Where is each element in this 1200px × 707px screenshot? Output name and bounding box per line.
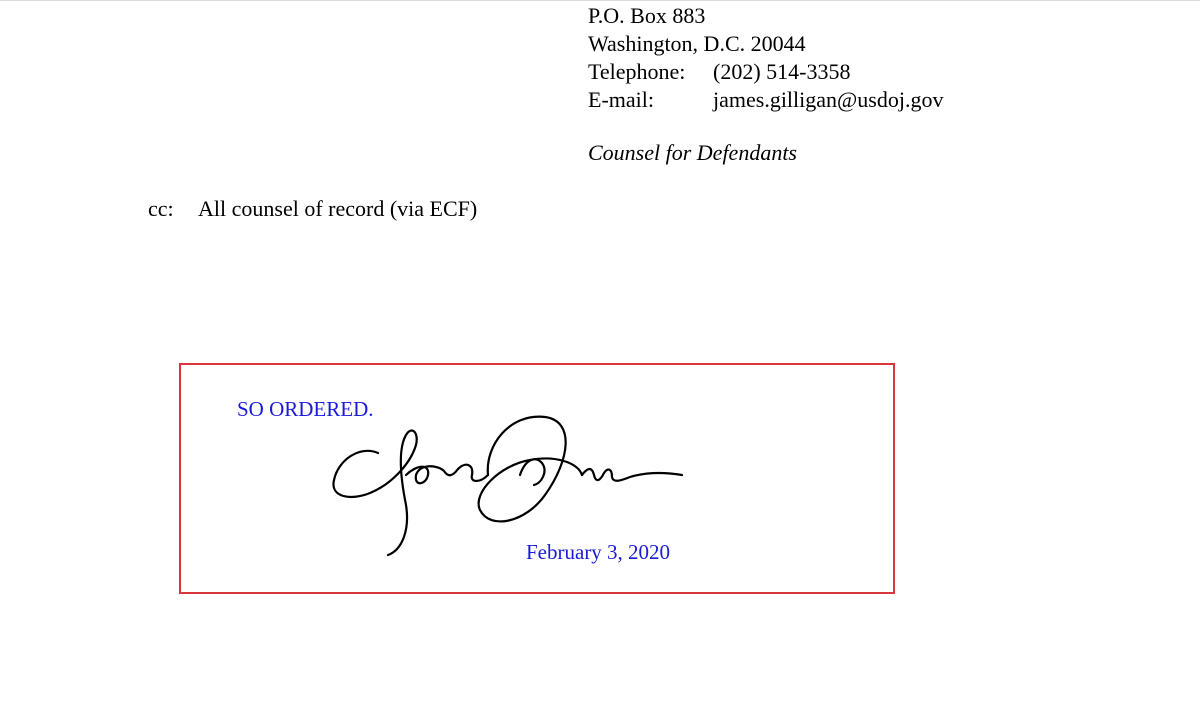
- address-line-1: P.O. Box 883: [588, 3, 706, 28]
- so-ordered-heading: SO ORDERED.: [237, 397, 374, 421]
- cc-line: [148, 196, 477, 222]
- attorney-signature-block: [588, 2, 943, 114]
- order-date: February 3, 2020: [526, 540, 671, 564]
- telephone-label: Telephone:: [588, 59, 686, 84]
- counsel-role: Counsel for Defendants: [588, 140, 797, 165]
- address-line-2: Washington, D.C. 20044: [588, 31, 806, 56]
- telephone-value: (202) 514-3358: [713, 59, 851, 84]
- email-label: E-mail:: [588, 87, 654, 112]
- cc-prefix: cc:: [148, 196, 174, 221]
- telephone-line: [588, 58, 943, 86]
- email-line: [588, 86, 943, 114]
- page-top-edge: [0, 0, 1200, 1]
- email-value: james.gilligan@usdoj.gov: [713, 87, 944, 112]
- cc-text: All counsel of record (via ECF): [198, 196, 478, 221]
